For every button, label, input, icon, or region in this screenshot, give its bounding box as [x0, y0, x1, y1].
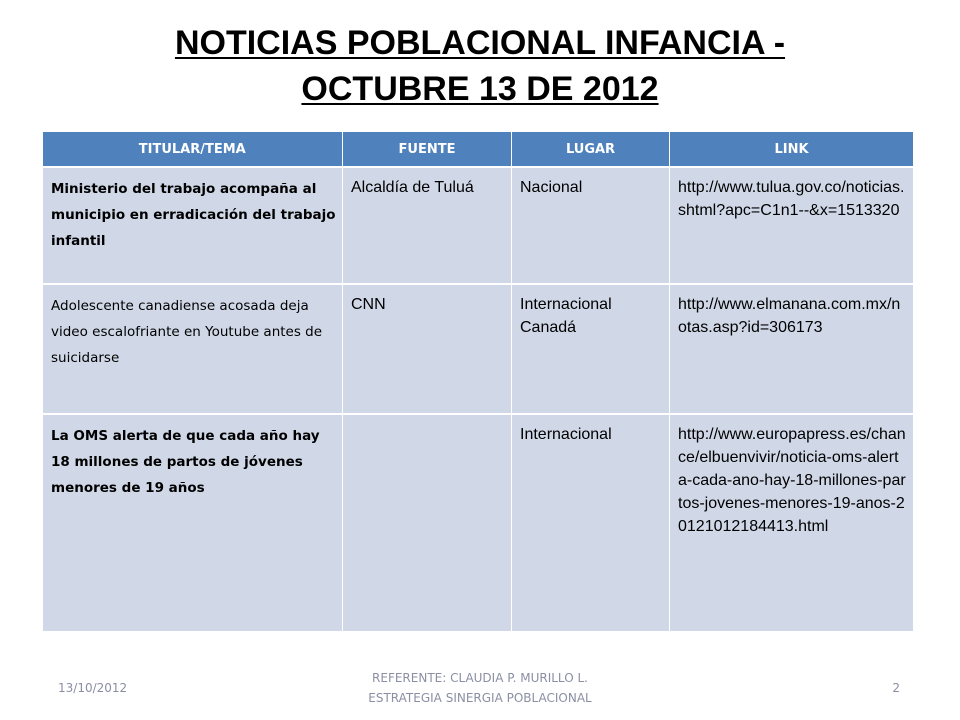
row-1-fuente: Alcaldía de Tuluá — [351, 179, 474, 196]
row-2-fuente: CNN — [351, 296, 386, 313]
row-3-titular: La OMS alerta de que cada año hay 18 millones de partos de jóvenes menores de 19 años — [51, 428, 320, 496]
page-number: 2 — [892, 681, 900, 695]
cell-titular — [43, 414, 343, 632]
cell-link — [670, 284, 914, 414]
table-row — [43, 167, 914, 284]
header-lugar: LUGAR — [512, 132, 670, 167]
row-1-link[interactable]: http://www.tulua.gov.co/noticias.shtml?apc=C1n1--&x=1513320 — [678, 179, 905, 219]
footer-line-2: ESTRATEGIA SINERGIA POBLACIONAL — [368, 691, 592, 705]
row-1-lugar: Nacional — [520, 179, 583, 196]
table-row — [43, 414, 914, 632]
header-fuente: FUENTE — [343, 132, 512, 167]
row-2-link[interactable]: http://www.elmanana.com.mx/notas.asp?id=306173 — [678, 296, 901, 336]
cell-titular — [43, 167, 343, 284]
cell-link — [670, 414, 914, 632]
cell-lugar — [512, 414, 670, 632]
row-2-lugar: Internacional Canadá — [520, 296, 612, 336]
cell-link — [670, 167, 914, 284]
slide-title — [110, 20, 850, 112]
footer-referente — [330, 668, 630, 708]
header-link: LINK — [670, 132, 914, 167]
footer-date: 13/10/2012 — [58, 681, 128, 695]
cell-fuente — [343, 414, 512, 632]
cell-fuente — [343, 284, 512, 414]
cell-titular — [43, 284, 343, 414]
cell-lugar — [512, 167, 670, 284]
title-line-1: NOTICIAS POBLACIONAL INFANCIA - — [174, 24, 786, 62]
title-line-2: OCTUBRE 13 DE 2012 — [301, 70, 659, 108]
row-1-titular: Ministerio del trabajo acompaña al municipio en erradicación del trabajo infantil — [51, 181, 336, 249]
news-table — [42, 132, 914, 633]
cell-fuente — [343, 167, 512, 284]
cell-lugar — [512, 284, 670, 414]
header-titular: TITULAR/TEMA — [43, 132, 343, 167]
row-3-lugar: Internacional — [520, 426, 612, 443]
table-row — [43, 284, 914, 414]
footer-line-1: REFERENTE: CLAUDIA P. MURILLO L. — [372, 671, 588, 685]
row-3-link[interactable]: http://www.europapress.es/chance/elbuenvivir/noticia-oms-alerta-cada-ano-hay-18-millones-partos-jovenes-menores-19-anos-20121012184413.html — [678, 426, 906, 535]
table-header-row — [43, 132, 914, 167]
row-2-titular: Adolescente canadiense acosada deja video escalofriante en Youtube antes de suicidarse — [51, 298, 323, 366]
